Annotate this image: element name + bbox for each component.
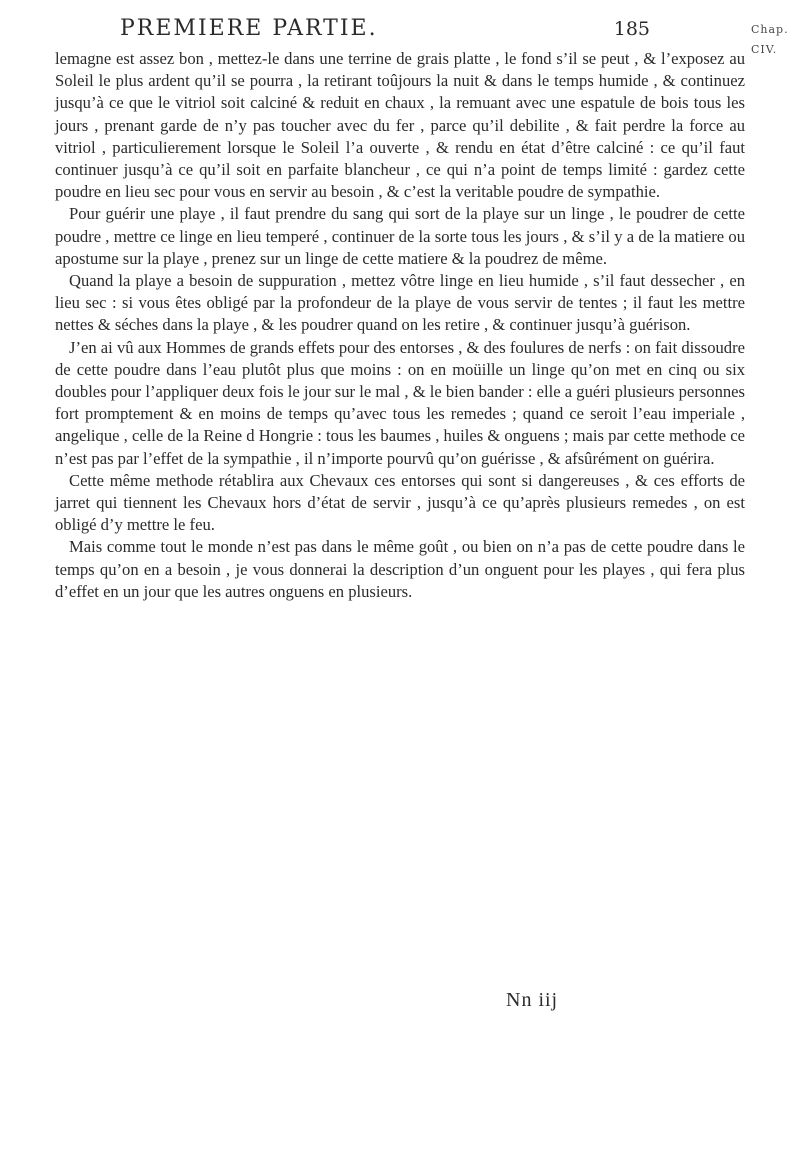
running-title: PREMIERE PARTIE. [120,16,378,41]
margin-note-chapter: Chap. [751,23,789,36]
page-header [120,16,650,41]
chapter-margin-note [751,20,795,60]
body-text [55,48,745,603]
paragraph-horses: Cette même methode rétablira aux Chevaux ces entorses qui sont si dangereuses , & ces efforts de jarret qui tiennent les Chevaux hors d’état de servir , jusqu’à ce qu’après plusieurs remedes , on est obligé d’y mettre le feu. [55,470,745,535]
margin-note-number: CIV. [751,43,778,56]
paragraph-suppuration: Quand la playe a besoin de suppuration , mettez vôtre linge en lieu humide , s’il faut dessecher , en lieu sec : si vous êtes obligé par la profondeur de la playe de vous servir de tentes ; il faut les mettre nettes & séches dans la playe , & les poudrer quand on les retire , & continuer jusqu’à guérison. [55,271,745,335]
paragraph-wound-healing: Pour guérir une playe , il faut prendre du sang qui sort de la playe sur un linge , le poudrer de cette poudre , mettre ce linge en lieu temperé , continuer de la sorte tous les jours , & s’il y a de la matiere ou apostume sur la playe , prenez sur un linge de cette matiere & la poudrez de même. [55,204,745,268]
paragraph-continuation: lemagne est assez bon , mettez-le dans une terrine de grais platte , le fond s’il se peut , & l’exposez au Soleil le plus ardent qu’il se pourra , la retirant toûjours la nuit & dans le temps humide , & continuez jusqu’à ce que le vitriol soit calciné & reduit en chaux , la remuant avec une espatule de bois tous les jours , prenant garde de n’y pas toucher avec du fer , parce qu’il debilite , & fait perdre la force au vitriol , particulierement lorsque le Soleil l’a ouverte , & rendu en état d’être calciné : ce qu’il faut continuer jusqu’à ce qu’il soit en parfaite blancheur , ce qui n’a point de temps limité : gardez cette poudre en lieu sec pour vous en servir au besoin , & c’est la veritable poudre de sympathie. [55,49,745,202]
paragraph-sprains: J’en ai vû aux Hommes de grands effets pour des entorses , & des foulures de nerfs : on fait dissoudre de cette poudre dans l’eau plutôt plus que moins : on en moüille un linge qu’on met en cinq ou six doubles pour l’appliquer deux fois le jour sur le mal , & le bien bander : elle a guéri plusieurs personnes fort promptement & en moins de temps qu’avec tous les remedes ; quand ce seroit l’eau imperiale , angelique , celle de la Reine d Hongrie : tous les baumes , huiles & onguens ; mais par cette methode ce n’est pas par l’effet de la sympathie , il n’importe pourvû qu’on guérisse , & afsûrément on guérira. [55,337,745,468]
paragraph-ointment: Mais comme tout le monde n’est pas dans le même goût , ou bien on n’a pas de cette poudre dans le temps qu’on en a besoin , je vous donnerai la description d’un onguent pour les playes , qui fera plus d’effet en un jour que les autres onguens en plusieurs. [55,537,745,601]
signature-mark: Nn iij [506,989,559,1011]
page-number: 185 [613,18,650,40]
